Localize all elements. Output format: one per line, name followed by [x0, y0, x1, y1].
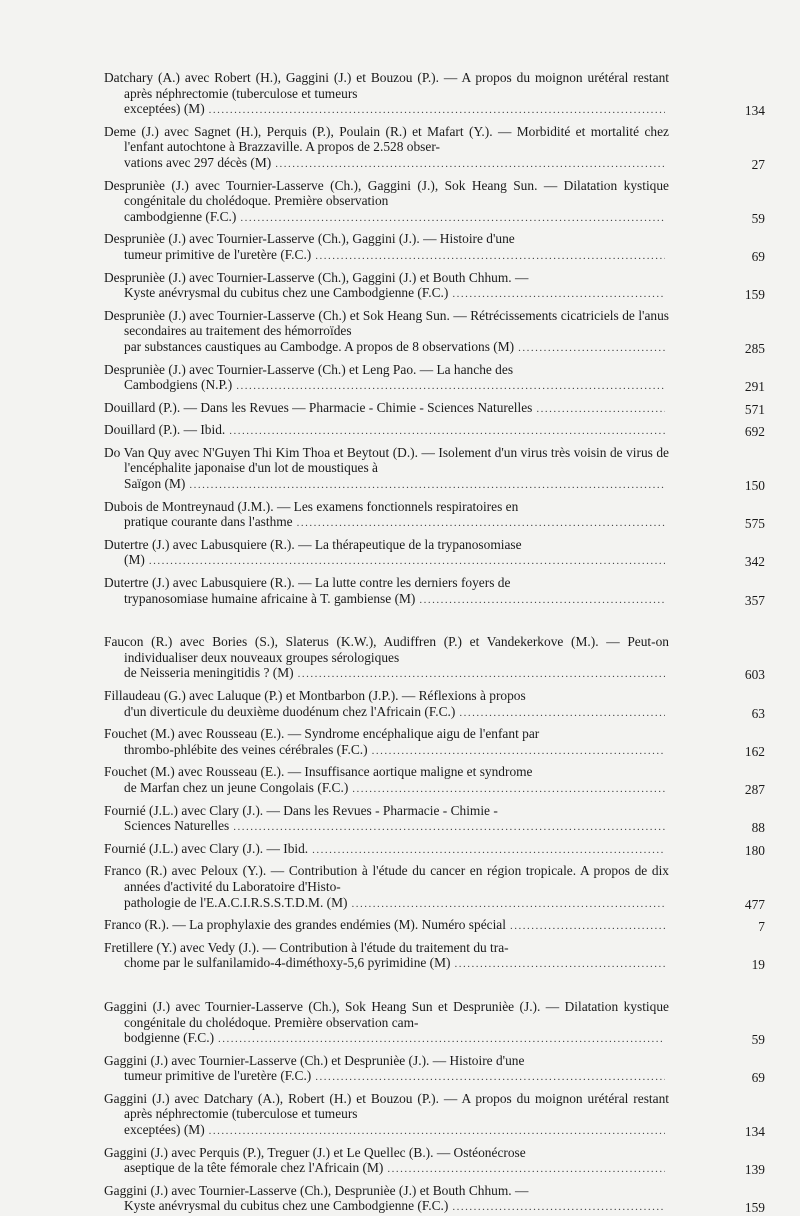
leader-dots	[233, 820, 665, 836]
leader-dots	[236, 379, 665, 395]
leader-dots	[218, 1032, 665, 1048]
entry-last-text: tumeur primitive de l'uretère (F.C.)	[124, 246, 312, 262]
index-entry	[104, 1052, 765, 1086]
page-number: 477	[744, 896, 765, 912]
entry-last-text: chome par le sulfanilamido-4-diméthoxy-5,6 pyrimidine (M)	[124, 955, 451, 971]
entry-last-text: d'un diverticule du deuxième duodénum chez l'Africain (F.C.)	[124, 703, 456, 719]
entry-text: Desprunièe (J.) avec Tournier-Lasserve (Ch.), Gaggini (J.). — Histoire d'une	[104, 231, 515, 247]
index-entry	[104, 231, 765, 264]
page-number: 162	[744, 743, 765, 759]
index-entry	[104, 444, 765, 494]
leader-dots	[275, 157, 665, 173]
page-number: 291	[744, 379, 765, 395]
entry-text: Gaggini (J.) avec Tournier-Lasserve (Ch.) et Desprunièe (J.). — Histoire d'une	[104, 1052, 525, 1068]
leader-dots	[536, 402, 665, 418]
index-entry	[104, 123, 765, 173]
page-number: 150	[744, 478, 765, 494]
index-entry	[104, 1144, 765, 1178]
entry-last-text: de Neisseria meningitidis ? (M)	[124, 665, 294, 681]
entry-text: Desprunièe (J.) avec Tournier-Lasserve (Ch.), Gaggini (J.), Sok Heang Sun. — Dilatation kystique congénitale du cholédoque. Première observation	[104, 177, 669, 209]
entry-text: Dutertre (J.) avec Labusquiere (R.). — La thérapeutique de la trypanosomiase	[104, 536, 522, 552]
entry-last-text: pathologie de l'E.A.C.I.R.S.S.T.D.M. (M)	[124, 894, 348, 910]
entry-text: Desprunièe (J.) avec Tournier-Lasserve (Ch.) et Sok Heang Sun. — Rétrécissements cicatriciels de l'anus secondaires au traitement des hémorroïdes	[104, 307, 669, 339]
entry-last-text: Sciences Naturelles	[124, 818, 230, 834]
entry-last-text: Douillard (P.). — Dans les Revues — Pharmacie - Chimie - Sciences Naturelles	[104, 399, 533, 415]
index-entry	[104, 399, 765, 418]
entry-text: Fretillere (Y.) avec Vedy (J.). — Contribution à l'étude du traitement du tra-	[104, 939, 509, 955]
page-number: 69	[751, 1070, 765, 1086]
entry-last-line	[104, 476, 669, 494]
index-entry	[104, 764, 765, 797]
page-number: 159	[744, 1200, 765, 1216]
page-number: 69	[751, 248, 765, 264]
entry-last-text: Franco (R.). — La prophylaxie des grandes endémies (M). Numéro spécial	[104, 917, 506, 933]
entry-last-text: par substances caustiques au Cambodge. A propos de 8 observations (M)	[124, 338, 515, 354]
entry-last-text: exceptées) (M)	[124, 101, 205, 117]
author-index-list	[104, 70, 765, 1216]
page-number: 603	[744, 667, 765, 683]
leader-dots	[149, 554, 665, 570]
leader-dots	[351, 897, 665, 913]
page-number: 287	[744, 781, 765, 797]
index-entry	[104, 1182, 765, 1216]
leader-dots	[452, 287, 665, 303]
index-entry	[104, 917, 765, 935]
index-entry	[104, 840, 765, 859]
entry-text: Gaggini (J.) avec Tournier-Lasserve (Ch.), Desprunièe (J.) et Bouth Chhum. —	[104, 1182, 529, 1198]
page-number: 285	[744, 340, 765, 356]
leader-dots	[315, 1070, 665, 1086]
entry-text: Deme (J.) avec Sagnet (H.), Perquis (P.), Poulain (R.) et Mafart (Y.). — Morbidité et mortalité chez l'enfant autochtone à Brazzaville. A propos de 2.528 obser-	[104, 123, 669, 155]
index-entry	[104, 863, 765, 912]
entry-last-line	[104, 155, 669, 173]
entry-text: Franco (R.) avec Peloux (Y.). — Contribution à l'étude du cancer en région tropicale. A propos de dix années d'activité du Laboratoire d'Histo-	[104, 863, 669, 894]
entry-last-line	[104, 101, 669, 119]
entry-last-text: Cambodgiens (N.P.)	[124, 377, 233, 393]
entry-text: Gaggini (J.) avec Datchary (A.), Robert (H.) et Bouzou (P.). — A propos du moignon urétéral restant après néphrectomie (tuberculose et tumeurs	[104, 1090, 669, 1122]
page-number: 159	[744, 287, 765, 303]
index-entry	[104, 269, 765, 303]
leader-dots	[240, 211, 665, 227]
index-entry	[104, 536, 765, 570]
page-number: 139	[744, 1162, 765, 1178]
page-number: 27	[751, 156, 765, 172]
entry-last-text: trypanosomiase humaine africaine à T. gambiense (M)	[124, 590, 416, 606]
leader-dots	[209, 103, 665, 119]
index-entry	[104, 726, 765, 759]
page-number: 19	[751, 957, 765, 973]
entry-text: Fouchet (M.) avec Rousseau (E.). — Insuffisance aortique maligne et syndrome	[104, 764, 533, 780]
index-entry	[104, 802, 765, 836]
entry-last-line	[104, 422, 669, 440]
entry-last-line	[104, 1160, 669, 1178]
page-number: 7	[758, 919, 765, 935]
entry-last-text: vations avec 297 décès (M)	[124, 154, 272, 170]
entry-last-text: Fournié (J.L.) avec Clary (J.). — Ibid.	[104, 840, 309, 856]
entry-last-text: exceptées) (M)	[124, 1122, 205, 1138]
leader-dots	[315, 249, 665, 265]
entry-last-line	[104, 591, 669, 609]
entry-last-line	[104, 895, 669, 913]
entry-last-line	[104, 665, 669, 683]
page-number: 571	[744, 401, 765, 417]
entry-last-line	[104, 704, 669, 722]
entry-last-line	[104, 209, 669, 227]
index-entry	[104, 688, 765, 721]
entry-last-text: tumeur primitive de l'uretère (F.C.)	[124, 1068, 312, 1084]
leader-dots	[209, 1124, 665, 1140]
entry-last-line	[104, 514, 669, 532]
leader-dots	[312, 843, 665, 859]
leader-dots	[352, 782, 665, 798]
leader-dots	[518, 341, 665, 357]
entry-text: Do Van Quy avec N'Guyen Thi Kim Thoa et Beytout (D.). — Isolement d'un virus très voisin de virus de l'encéphalite japonaise d'un lot de moustiques à	[104, 444, 669, 476]
entry-last-text: cambodgienne (F.C.)	[124, 208, 237, 224]
entry-text: Gaggini (J.) avec Perquis (P.), Treguer (J.) et Le Quellec (B.). — Ostéonécrose	[104, 1144, 526, 1160]
entry-last-line	[104, 400, 669, 418]
page-number: 134	[744, 1124, 765, 1140]
page-number: 180	[744, 842, 765, 858]
entry-last-text: (M)	[124, 552, 145, 568]
entry-last-line	[104, 285, 669, 303]
index-entry	[104, 70, 765, 119]
index-entry	[104, 498, 765, 532]
entry-last-text: bodgienne (F.C.)	[124, 1030, 215, 1046]
leader-dots	[229, 424, 665, 440]
page-number: 357	[744, 592, 765, 608]
index-entry	[104, 575, 765, 608]
entry-last-line	[104, 339, 669, 357]
entry-text: Dutertre (J.) avec Labusquiere (R.). — La lutte contre les derniers foyers de	[104, 575, 511, 591]
index-entry	[104, 998, 765, 1048]
index-entry	[104, 361, 765, 395]
index-entry	[104, 422, 765, 440]
entry-last-line	[104, 818, 669, 836]
index-entry	[104, 634, 765, 683]
index-entry	[104, 1090, 765, 1140]
index-entry	[104, 939, 765, 973]
entry-text: Faucon (R.) avec Bories (S.), Slaterus (K.W.), Audiffren (P.) et Vandekerkove (M.). — Peut-on individualiser deux nouveaux groupes sérologiques	[104, 634, 669, 665]
entry-text: Dubois de Montreynaud (J.M.). — Les examens fonctionnels respiratoires en	[104, 498, 519, 514]
entry-text: Fournié (J.L.) avec Clary (J.). — Dans les Revues - Pharmacie - Chimie -	[104, 802, 498, 818]
entry-text: Desprunièe (J.) avec Tournier-Lasserve (Ch.), Gaggini (J.) et Bouth Chhum. —	[104, 269, 529, 285]
entry-text: Datchary (A.) avec Robert (H.), Gaggini (J.) et Bouzou (P.). — A propos du moignon urétéral restant après néphrectomie (tuberculose et tumeurs	[104, 70, 669, 101]
entry-last-line	[104, 1198, 669, 1216]
leader-dots	[455, 957, 665, 973]
leader-dots	[419, 593, 665, 609]
index-entry	[104, 177, 765, 227]
entry-text: Fillaudeau (G.) avec Laluque (P.) et Montbarbon (J.P.). — Réflexions à propos	[104, 688, 526, 703]
entry-last-text: Douillard (P.). — Ibid.	[104, 422, 226, 438]
leader-dots	[297, 516, 665, 532]
leader-dots	[298, 667, 665, 683]
entry-last-line	[104, 955, 669, 973]
page-number: 692	[744, 424, 765, 440]
page-number: 59	[751, 1032, 765, 1048]
entry-text: Desprunièe (J.) avec Tournier-Lasserve (Ch.) et Leng Pao. — La hanche des	[104, 361, 514, 377]
page-number: 59	[751, 210, 765, 226]
entry-last-text: de Marfan chez un jeune Congolais (F.C.)	[124, 779, 349, 795]
entry-last-text: pratique courante dans l'asthme	[124, 514, 293, 530]
leader-dots	[459, 706, 665, 722]
leader-dots	[189, 478, 665, 494]
entry-text: Gaggini (J.) avec Tournier-Lasserve (Ch.), Sok Heang Sun et Desprunièe (J.). — Dilatation kystique congénitale du cholédoque. Première observation cam-	[104, 998, 669, 1030]
entry-last-line	[104, 377, 669, 395]
entry-last-line	[104, 917, 669, 935]
entry-last-line	[104, 742, 669, 760]
entry-last-text: Saïgon (M)	[124, 476, 186, 492]
entry-last-line	[104, 841, 669, 859]
entry-last-text: Kyste anévrysmal du cubitus chez une Cambodgienne (F.C.)	[124, 285, 449, 301]
page-number: 342	[744, 554, 765, 570]
entry-last-line	[104, 1030, 669, 1048]
leader-dots	[452, 1200, 665, 1216]
leader-dots	[372, 744, 665, 760]
page-number: 575	[744, 516, 765, 532]
index-entry	[104, 307, 765, 357]
entry-text: Fouchet (M.) avec Rousseau (E.). — Syndrome encéphalique aigu de l'enfant par	[104, 726, 540, 742]
page-number: 134	[744, 103, 765, 119]
page-number: 63	[751, 705, 765, 721]
entry-last-text: aseptique de la tête fémorale chez l'Africain (M)	[124, 1160, 384, 1176]
leader-dots	[387, 1162, 665, 1178]
entry-last-text: Kyste anévrysmal du cubitus chez une Cambodgienne (F.C.)	[124, 1198, 449, 1214]
entry-last-line	[104, 552, 669, 570]
leader-dots	[510, 919, 665, 935]
entry-last-line	[104, 1122, 669, 1140]
entry-last-text: thrombo-phlébite des veines cérébrales (F.C.)	[124, 741, 368, 757]
entry-last-line	[104, 247, 669, 265]
entry-last-line	[104, 780, 669, 798]
entry-last-line	[104, 1068, 669, 1086]
page-number: 88	[751, 820, 765, 836]
